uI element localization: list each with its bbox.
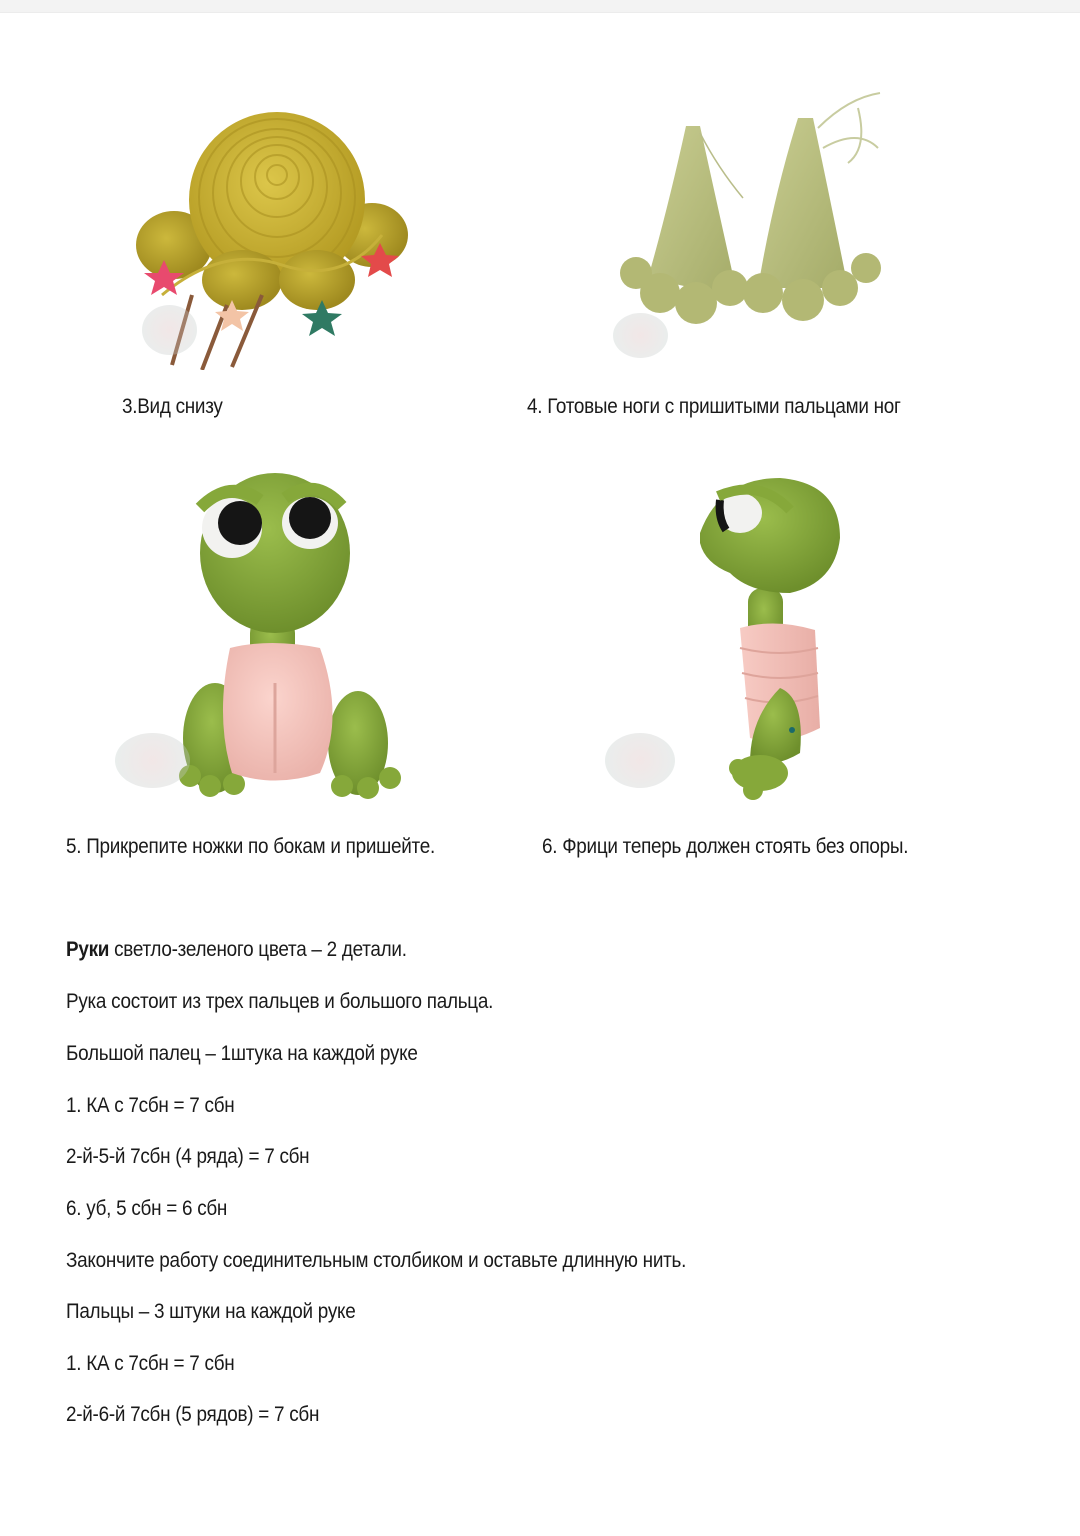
watermark-logo: [142, 305, 197, 355]
paragraph-thumb-heading: Большой палец – 1штука на каждой руке: [66, 1042, 418, 1065]
caption-figure-6: 6. Фрици теперь должен стоять без опоры.: [542, 835, 909, 858]
figure-front-view: [110, 468, 420, 813]
watermark-logo: [613, 313, 668, 358]
paragraph-fingers-rows-2-6: 2-й-6-й 7сбн (5 рядов) = 7 сбн: [66, 1403, 320, 1426]
figure-bottom-view: [132, 95, 422, 370]
arms-heading: [66, 938, 407, 962]
arms-heading-rest: светло-зеленого цвета – 2 детали.: [109, 938, 407, 961]
caption-figure-4: 4. Готовые ноги с пришитыми пальцами ног: [527, 395, 901, 418]
paragraph-fingers-row-1: 1. КА с 7сбн = 7 сбн: [66, 1352, 235, 1375]
paragraph-arm-structure: Рука состоит из трех пальцев и большого пальца.: [66, 990, 494, 1013]
caption-figure-3: 3.Вид снизу: [122, 395, 223, 418]
paragraph-finish-instruction: Закончите работу соединительным столбиком и оставьте длинную нить.: [66, 1249, 687, 1272]
paragraph-thumb-rows-2-5: 2-й-5-й 7сбн (4 ряда) = 7 сбн: [66, 1145, 310, 1168]
watermark-logo: [605, 733, 675, 788]
paragraph-thumb-row-6: 6. уб, 5 сбн = 6 сбн: [66, 1197, 228, 1220]
caption-figure-5: 5. Прикрепите ножки по бокам и пришейте.: [66, 835, 435, 858]
figure-finished-legs: [608, 88, 888, 373]
watermark-logo: [115, 733, 190, 788]
paragraph-thumb-row-1: 1. КА с 7сбн = 7 сбн: [66, 1094, 235, 1117]
top-bar: [0, 0, 1080, 13]
arms-heading-bold: Руки: [66, 938, 110, 961]
figure-side-view: [600, 468, 845, 813]
paragraph-fingers-heading: Пальцы – 3 штуки на каждой руке: [66, 1300, 356, 1323]
